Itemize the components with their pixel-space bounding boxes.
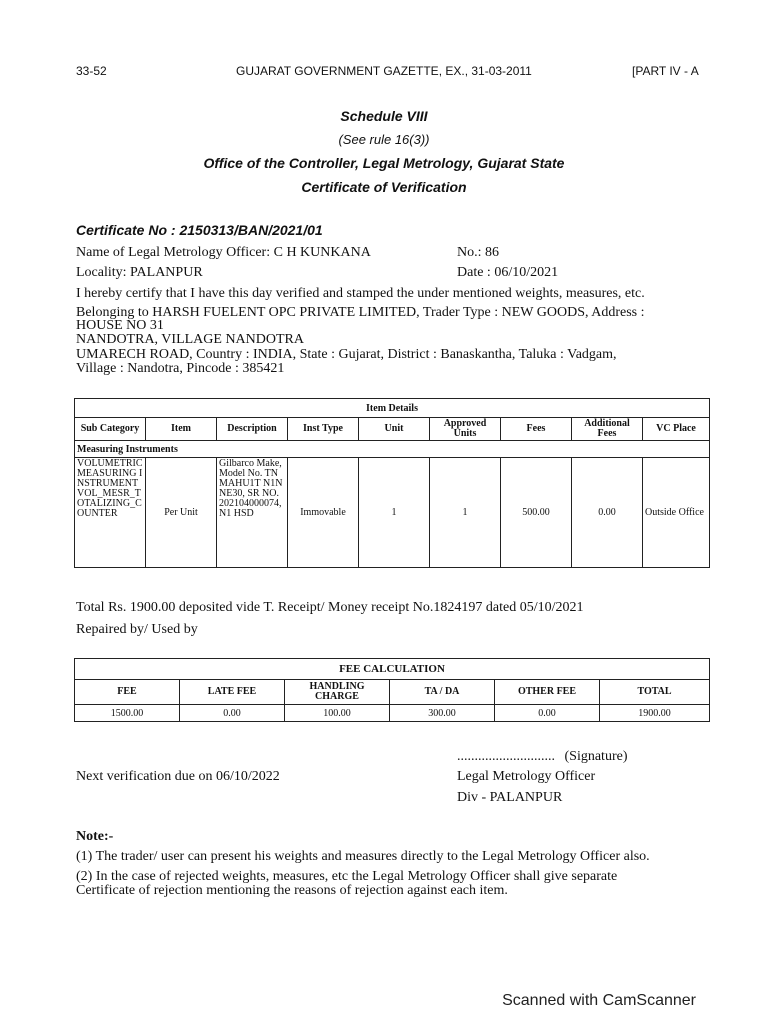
cell-unit: 1	[359, 458, 430, 568]
col-ta-da: TA / DA	[390, 680, 495, 705]
cell-vc-place: Outside Office	[643, 458, 710, 568]
signature-line	[457, 749, 627, 765]
locality: Locality: PALANPUR	[76, 265, 203, 280]
deposit-total: Total Rs. 1900.00 deposited vide T. Receipt/ Money receipt No.1824197 dated 05/10/2021	[76, 600, 584, 615]
col-other-fee: OTHER FEE	[495, 680, 600, 705]
val-other-fee: 0.00	[495, 705, 600, 722]
page-number: 33-52	[76, 64, 107, 78]
col-unit: Unit	[359, 418, 430, 441]
cell-item: Per Unit	[146, 458, 217, 568]
cert-date: Date : 06/10/2021	[457, 265, 559, 280]
cell-additional-fees: 0.00	[572, 458, 643, 568]
schedule-title: Schedule VIII	[340, 108, 428, 124]
table-row	[75, 705, 710, 722]
certify-text: I hereby certify that I have this day verified and stamped the under mentioned weights, measures, etc.	[76, 286, 645, 301]
rule-ref: (See rule 16(3))	[338, 132, 430, 147]
col-inst-type: Inst Type	[288, 418, 359, 441]
note-1: (1) The trader/ user can present his weights and measures directly to the Legal Metrology Officer also.	[76, 849, 650, 864]
part-label: [PART IV - A	[632, 64, 699, 78]
col-description: Description	[217, 418, 288, 441]
officer-division: Div - PALANPUR	[457, 790, 563, 805]
val-fee: 1500.00	[75, 705, 180, 722]
col-total: TOTAL	[600, 680, 710, 705]
belonging-line-2: HOUSE NO 31	[76, 318, 164, 333]
col-late-fee: LATE FEE	[180, 680, 285, 705]
col-handling: HANDLING CHARGE	[285, 680, 390, 705]
officer-name: Name of Legal Metrology Officer: C H KUNKANA	[76, 245, 371, 260]
table-row	[75, 458, 710, 568]
belonging-line-1: Belonging to HARSH FUELENT OPC PRIVATE LIMITED, Trader Type : NEW GOODS, Address :	[76, 305, 645, 320]
officer-title: Legal Metrology Officer	[457, 769, 596, 784]
cell-approved-units: 1	[430, 458, 501, 568]
gazette-title: GUJARAT GOVERNMENT GAZETTE, EX., 31-03-2011	[236, 64, 532, 78]
cell-fees: 500.00	[501, 458, 572, 568]
val-ta-da: 300.00	[390, 705, 495, 722]
belonging-line-4: UMARECH ROAD, Country : INDIA, State : Gujarat, District : Banaskantha, Taluka : Vadgam,	[76, 347, 617, 362]
fee-caption: FEE CALCULATION	[75, 659, 710, 680]
val-late-fee: 0.00	[180, 705, 285, 722]
col-item: Item	[146, 418, 217, 441]
item-details-caption: Item Details	[75, 399, 710, 418]
belonging-line-5: Village : Nandotra, Pincode : 385421	[76, 361, 285, 376]
next-verification: Next verification due on 06/10/2022	[76, 769, 280, 784]
signature-dots: ............................	[457, 749, 555, 764]
note-2a: (2) In the case of rejected weights, measures, etc the Legal Metrology Officer shall give separate	[76, 869, 618, 884]
item-details-table	[74, 398, 710, 568]
val-total: 1900.00	[600, 705, 710, 722]
notes-heading: Note:-	[76, 829, 114, 844]
fee-calculation-table	[74, 658, 710, 722]
cert-no: No.: 86	[457, 245, 499, 260]
note-2b: Certificate of rejection mentioning the reasons of rejection against each item.	[76, 883, 508, 898]
belonging-line-3: NANDOTRA, VILLAGE NANDOTRA	[76, 332, 304, 347]
certificate-title: Certificate of Verification	[301, 179, 467, 195]
col-sub-category: Sub Category	[75, 418, 146, 441]
office-title: Office of the Controller, Legal Metrology, Gujarat State	[203, 155, 565, 171]
repaired-by: Repaired by/ Used by	[76, 622, 198, 637]
val-handling: 100.00	[285, 705, 390, 722]
col-approved-units: Approved Units	[430, 418, 501, 441]
col-vc-place: VC Place	[643, 418, 710, 441]
signature-label: (Signature)	[564, 749, 628, 764]
cell-sub-category: VOLUMETRIC MEASURING INSTRUMENT VOL_MESR_TOTALIZING_COUNTER	[75, 458, 146, 568]
camscanner-watermark: Scanned with CamScanner	[502, 992, 696, 1009]
col-additional-fees: Additional Fees	[572, 418, 643, 441]
certificate-number: Certificate No : 2150313/BAN/2021/01	[76, 222, 323, 238]
cell-inst-type: Immovable	[288, 458, 359, 568]
section-label: Measuring Instruments	[75, 441, 710, 458]
col-fee: FEE	[75, 680, 180, 705]
cell-description: Gilbarco Make, Model No. TNMAHU1T N1NNE30, SR NO. 202104000074, N1 HSD	[217, 458, 288, 568]
col-fees: Fees	[501, 418, 572, 441]
